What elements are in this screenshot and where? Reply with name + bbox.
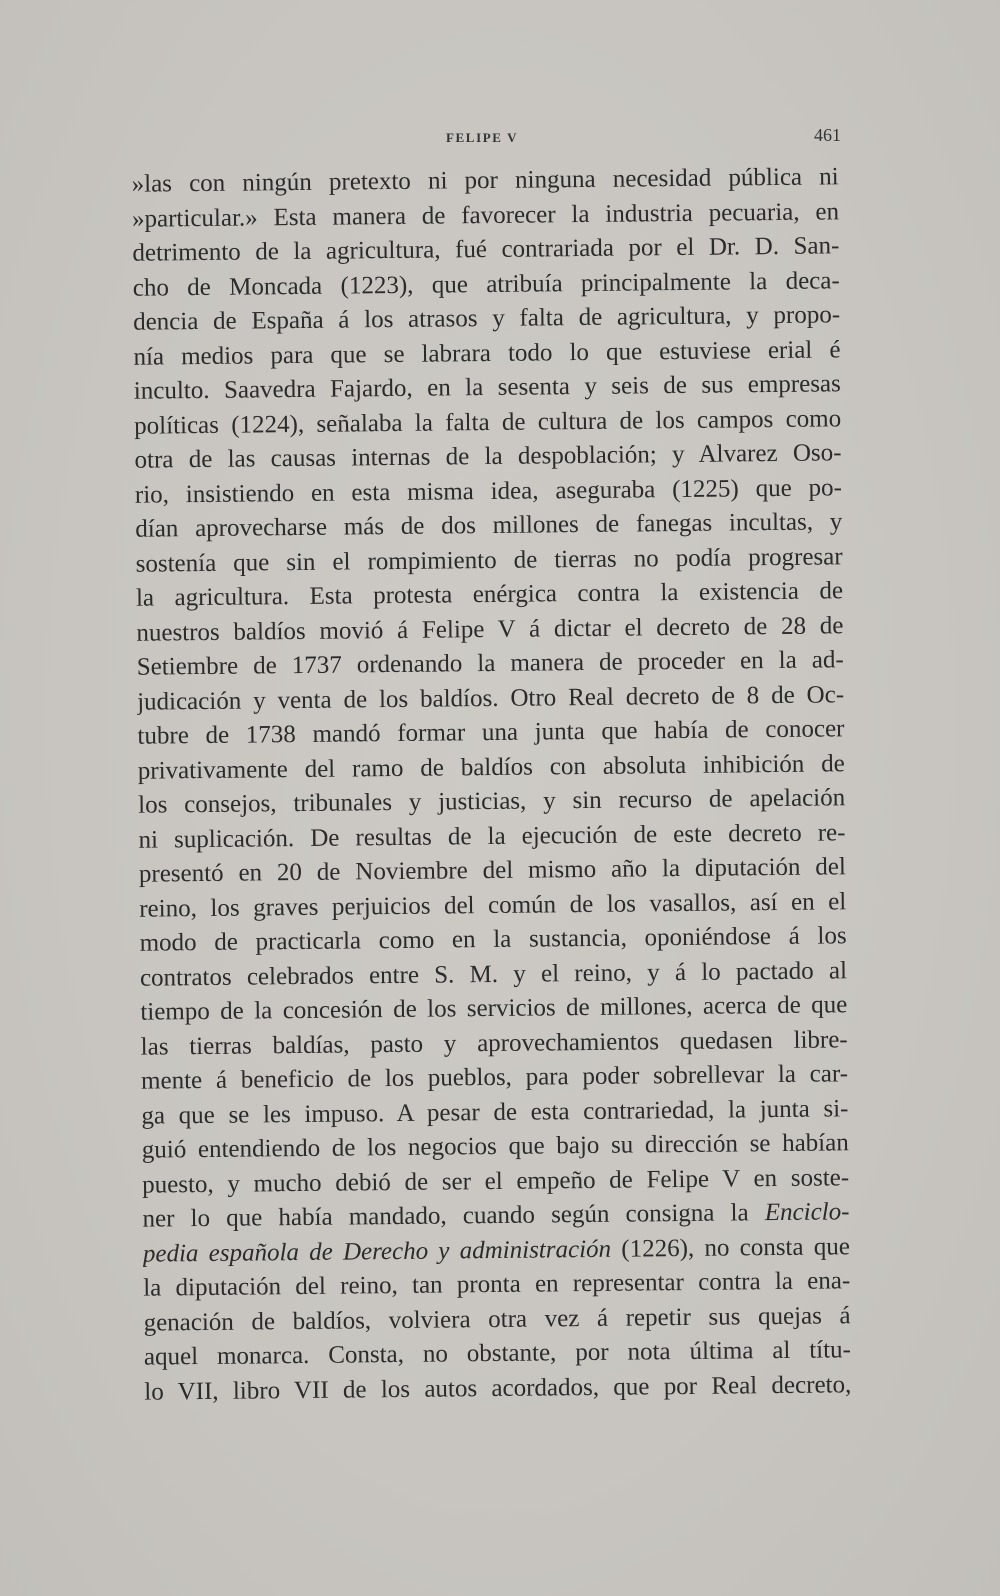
text-line: políticas (1224), señalaba la falta de cultura de los campos como [134,404,842,440]
text-line: privativamente del ramo de baldíos con absoluta inhibición de [137,749,845,785]
text-line: sostenía que sin el rompimiento de tierras no podía progresar [135,542,843,578]
running-head: FELIPE V [446,130,519,145]
text-line: inculto. Saavedra Fajardo, en la sesenta y seis de sus empresas [133,370,841,405]
text-line: ga que se les impuso. A pesar de esta contrariedad, la junta si- [141,1094,849,1130]
text-line: otra de las causas internas de la despoblación; y Alvarez Oso- [134,439,842,474]
text-line: Setiembre de 1737 ordenando la manera de proceder en la ad- [136,646,844,681]
text-line: las tierras baldías, pasto y aprovechamientos quedasen libre- [140,1025,848,1061]
text-line: aquel monarca. Consta, no obstante, por nota última al títu- [143,1336,852,1371]
text-segment: (1226), no consta que [610,1232,850,1263]
text-line: dencia de España á los atrasos y falta de agricultura, y propo- [132,301,841,336]
text-line: detrimento de la agricultura, fué contrariada por el Dr. D. San- [132,232,840,267]
text-segment: ner lo que había mandado, cuando según consigna la [142,1199,765,1233]
body-text [132,160,852,1409]
text-line: la diputación del reino, tan pronta en representar contra la ena- [143,1267,851,1302]
text-line: la agricultura. Esta protesta enérgica contra la existencia de [135,577,844,612]
text-line: puesto, y mucho debió de ser el empeño de Felipe V en soste- [142,1163,850,1199]
text-line: mente á beneficio de los pueblos, para poder sobrellevar la car- [140,1060,849,1095]
text-line: »particular.» Esta manera de favorecer la industria pecuaria, en [131,197,840,233]
italic-title-segment: pedia española de Derecho y administración [142,1235,612,1268]
text-line: lo VII, libro VII de los autos acordados, que por Real decreto, [144,1370,852,1406]
text-line: tiempo de la concesión de los servicios de millones, acerca de que [140,991,848,1026]
italic-title-segment: Enciclo- [764,1198,850,1227]
page-number: 461 [814,125,841,145]
text-line: guió entendiendo de los negocios que bajo su dirección se habían [141,1129,849,1164]
text-line: los consejos, tribunales y justicias, y sin recurso de apelación [138,784,846,819]
text-line: tubre de 1738 mandó formar una junta que había de conocer [137,715,845,750]
text-line: nuestros baldíos movió á Felipe V á dictar el decreto de 28 de [136,611,844,647]
text-line: modo de practicarla como en la sustancia, oponiéndose á los [139,922,847,957]
text-line: ni suplicación. De resultas de la ejecución de este decreto re- [138,818,846,854]
text-line: dían aprovecharse más de dos millones de fanegas incultas, y [135,508,843,543]
text-line: judicación y venta de los baldíos. Otro Real decreto de 8 de Oc- [136,680,845,716]
text-line: reino, los graves perjuicios del común de los vasallos, así en el [139,887,847,923]
text-line: nía medios para que se labrara todo lo que estuviese erial é [133,335,841,371]
text-line: genación de baldíos, volviera otra vez á repetir sus quejas á [143,1301,851,1337]
text-line: rio, insistiendo en esta misma idea, aseguraba (1225) que po- [134,473,843,509]
text-line: cho de Moncada (1223), que atribuía principalmente la deca- [132,266,840,302]
text-line: »las con ningún pretexto ni por ninguna necesidad pública ni [131,163,839,198]
text-line: presentó en 20 de Noviembre del mismo año la diputación del [138,853,847,888]
text-line: contratos celebrados entre S. M. y el reino, y á lo pactado al [139,956,848,992]
